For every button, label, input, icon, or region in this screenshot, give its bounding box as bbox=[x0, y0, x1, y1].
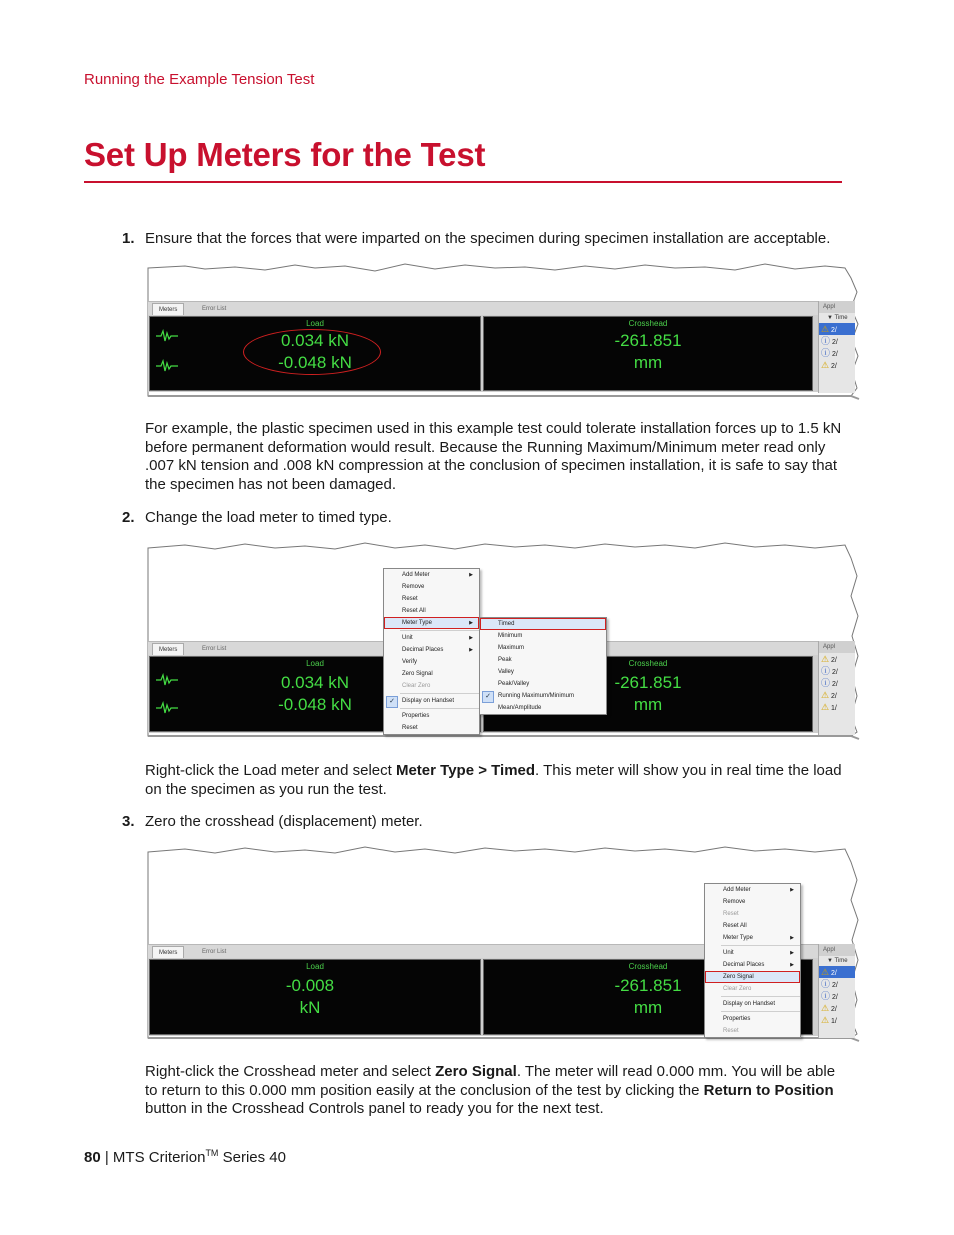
warning-icon: ⚠ bbox=[821, 1003, 830, 1013]
log-header: Appl bbox=[819, 641, 855, 653]
application-log-panel bbox=[818, 944, 855, 1038]
step-number: 3. bbox=[122, 813, 135, 830]
screenshot-meters-before bbox=[145, 258, 863, 400]
log-row[interactable]: ⓘ 2/ bbox=[821, 666, 838, 676]
submenu-arrow-icon: ▶ bbox=[469, 647, 473, 653]
crosshead-unit: mm bbox=[633, 695, 663, 714]
application-log-panel bbox=[818, 641, 855, 735]
load-min-value: -0.048 kN bbox=[278, 353, 352, 372]
menu-item-timed[interactable]: Timed bbox=[480, 618, 606, 630]
crosshead-unit: mm bbox=[633, 998, 663, 1017]
info-icon: ⓘ bbox=[821, 678, 831, 688]
menu-item-properties[interactable]: Properties bbox=[402, 713, 430, 719]
panel-tabs bbox=[148, 301, 818, 316]
warning-icon: ⚠ bbox=[821, 967, 830, 977]
log-row[interactable]: ⚠ 2/ bbox=[821, 360, 837, 370]
menu-separator bbox=[721, 1011, 800, 1012]
menu-separator bbox=[400, 693, 479, 694]
menu-item-meter-type[interactable]: Meter Type ▶ bbox=[705, 932, 800, 944]
menu-item-display-on-handset[interactable]: Display on Handset bbox=[723, 1001, 776, 1007]
filter-icon[interactable]: ▼ bbox=[827, 315, 833, 321]
meter-type-submenu bbox=[479, 617, 607, 715]
menu-item-clear-zero: Clear Zero bbox=[723, 986, 752, 992]
explanation-paragraph: Right-click the Load meter and select Meter Type > Timed. This meter will show you in real time the load on the specimen as you run the test. bbox=[145, 762, 842, 798]
submenu-arrow-icon: ▶ bbox=[790, 935, 794, 941]
checkmark-icon: ✓ bbox=[482, 691, 494, 703]
step-text: Zero the crosshead (displacement) meter. bbox=[145, 813, 423, 830]
crosshead-unit: mm bbox=[633, 353, 663, 372]
menu-item-add-meter[interactable]: Add Meter ▶ bbox=[705, 884, 800, 896]
load-min-value: -0.048 kN bbox=[278, 695, 352, 714]
crosshead-label: Crosshead bbox=[628, 659, 668, 668]
load-unit: kN bbox=[299, 998, 321, 1017]
menu-item-meter-type[interactable]: Meter Type ▶ bbox=[384, 617, 479, 629]
log-row[interactable]: ⓘ 2/ bbox=[821, 991, 838, 1001]
log-row[interactable]: ⚠ 2/ bbox=[821, 1003, 837, 1013]
log-header: Appl bbox=[819, 944, 855, 956]
menu-item-mean-amplitude[interactable]: Mean/Amplitude bbox=[498, 705, 542, 711]
menu-separator bbox=[400, 630, 479, 631]
application-log-panel bbox=[818, 301, 855, 393]
submenu-arrow-icon: ▶ bbox=[469, 572, 473, 578]
submenu-arrow-icon: ▶ bbox=[790, 950, 794, 956]
step-text: Change the load meter to timed type. bbox=[145, 509, 392, 526]
menu-item-clear-zero: Clear Zero bbox=[402, 683, 431, 689]
crosshead-value: -261.851 bbox=[614, 976, 682, 995]
menu-item-peak-valley[interactable]: Peak/Valley bbox=[498, 681, 530, 687]
info-icon: ⓘ bbox=[821, 979, 831, 989]
menu-item-minimum[interactable]: Minimum bbox=[498, 633, 523, 639]
tab-error-list[interactable]: Error List bbox=[202, 949, 227, 955]
tab-meters[interactable]: Meters bbox=[152, 946, 184, 959]
page-footer: 80 | MTS Criterion™ Series 40 bbox=[84, 1148, 286, 1166]
title-rule bbox=[84, 181, 842, 183]
warning-icon: ⚠ bbox=[821, 702, 830, 712]
highlight-ellipse bbox=[243, 329, 381, 375]
load-max-value: 0.034 kN bbox=[280, 331, 350, 350]
log-row[interactable]: ⓘ 2/ bbox=[821, 979, 838, 989]
explanation-paragraph: For example, the plastic specimen used in this example test could tolerate installation forces up to 1.5 kN before permanent deformation would result. Because the Running Maximum/Minimum meter read only .007 kN tension and .008 kN compression at the conclusion of specimen installation, it is safe to say that the specimen has not been damaged. bbox=[145, 420, 842, 494]
menu-item-reset: Reset bbox=[723, 911, 739, 917]
warning-icon: ⚠ bbox=[821, 1015, 830, 1025]
step-2 bbox=[122, 508, 392, 527]
menu-item-reset-all[interactable]: Reset All bbox=[723, 923, 747, 929]
tab-error-list[interactable]: Error List bbox=[202, 306, 227, 312]
menu-item-properties[interactable]: Properties bbox=[723, 1016, 751, 1022]
tab-meters[interactable]: Meters bbox=[152, 303, 184, 316]
warning-icon: ⚠ bbox=[821, 654, 830, 664]
tab-meters[interactable]: Meters bbox=[152, 643, 184, 656]
load-label: Load bbox=[306, 319, 324, 328]
menu-item-reset-all[interactable]: Reset All bbox=[402, 608, 426, 614]
step-3 bbox=[122, 812, 423, 831]
menu-separator bbox=[400, 708, 479, 709]
load-meter[interactable] bbox=[149, 959, 481, 1035]
submenu-arrow-icon: ▶ bbox=[469, 635, 473, 641]
menu-item-add-meter[interactable]: Add Meter ▶ bbox=[384, 569, 479, 581]
load-value: -0.008 bbox=[285, 976, 335, 995]
meter-context-menu bbox=[383, 568, 480, 735]
log-row[interactable]: ⚠ 2/ bbox=[819, 323, 855, 335]
submenu-arrow-icon: ▶ bbox=[790, 887, 794, 893]
menu-item-reset[interactable]: Reset bbox=[402, 596, 418, 602]
log-row[interactable]: ⚠ 2/ bbox=[821, 654, 837, 664]
step-text: Ensure that the forces that were imparted on the specimen during specimen installation are acceptable. bbox=[145, 230, 831, 247]
screenshot-zero-signal-menu bbox=[145, 840, 863, 1045]
log-row[interactable]: ⓘ 2/ bbox=[821, 336, 838, 346]
menu-item-remove[interactable]: Remove bbox=[723, 899, 746, 905]
submenu-arrow-icon: ▶ bbox=[469, 620, 473, 626]
info-icon: ⓘ bbox=[821, 336, 831, 346]
menu-item-maximum[interactable]: Maximum bbox=[498, 645, 525, 651]
page-number: 80 bbox=[84, 1149, 101, 1166]
menu-item-zero-signal[interactable]: Zero Signal bbox=[705, 971, 800, 983]
step-1 bbox=[122, 229, 830, 248]
warning-icon: ⚠ bbox=[821, 690, 830, 700]
step-number: 2. bbox=[122, 509, 135, 526]
crosshead-label: Crosshead bbox=[628, 962, 668, 971]
menu-separator bbox=[721, 945, 800, 946]
screenshot-meter-type-menu bbox=[145, 536, 863, 742]
menu-item-running-max-min[interactable]: ✓ Running Maximum/Minimum bbox=[480, 690, 606, 702]
log-subheader bbox=[819, 956, 855, 966]
crosshead-value: -261.851 bbox=[614, 673, 682, 692]
menu-item-decimal-places[interactable]: Decimal Places ▶ bbox=[384, 644, 479, 656]
page-title: Set Up Meters for the Test bbox=[84, 136, 486, 173]
menu-item-display-on-handset[interactable]: ✓ Display on Handset bbox=[384, 695, 479, 707]
log-row[interactable]: ⚠ 1/ bbox=[821, 702, 837, 712]
step-number: 1. bbox=[122, 230, 135, 247]
tab-error-list[interactable]: Error List bbox=[202, 646, 227, 652]
submenu-arrow-icon: ▶ bbox=[790, 962, 794, 968]
load-max-value: 0.034 kN bbox=[280, 673, 350, 692]
running-head: Running the Example Tension Test bbox=[84, 71, 315, 88]
crosshead-value: -261.851 bbox=[614, 331, 682, 350]
menu-item-reset-bottom: Reset bbox=[723, 1028, 739, 1034]
checkmark-icon: ✓ bbox=[386, 696, 398, 708]
explanation-paragraph: Right-click the Crosshead meter and select Zero Signal. The meter will read 0.000 mm. You will be able to return to this 0.000 mm position easily at the conclusion of the test by clicking the Return to Position button in the Crosshead Controls panel to ready you for the next test. bbox=[145, 1063, 836, 1118]
time-column: Time bbox=[834, 958, 848, 964]
menu-item-peak[interactable]: Peak bbox=[498, 657, 512, 663]
menu-item-valley[interactable]: Valley bbox=[498, 669, 514, 675]
log-row[interactable]: ⓘ 2/ bbox=[821, 678, 838, 688]
load-label: Load bbox=[306, 962, 324, 971]
info-icon: ⓘ bbox=[821, 991, 831, 1001]
warning-icon: ⚠ bbox=[821, 360, 830, 370]
menu-separator bbox=[721, 996, 800, 997]
menu-item-remove[interactable]: Remove bbox=[402, 584, 425, 590]
filter-icon[interactable]: ▼ bbox=[827, 958, 833, 964]
log-row[interactable]: ⚠ 2/ bbox=[819, 966, 855, 978]
menu-item-reset-bottom[interactable]: Reset bbox=[402, 725, 418, 731]
info-icon: ⓘ bbox=[821, 666, 831, 676]
log-header: Appl bbox=[819, 301, 855, 313]
menu-item-decimal-places[interactable]: Decimal Places ▶ bbox=[705, 959, 800, 971]
menu-item-verify[interactable]: Verify bbox=[402, 659, 418, 665]
log-subheader bbox=[819, 313, 855, 323]
trademark: TM bbox=[205, 1148, 219, 1158]
time-column: Time bbox=[834, 315, 848, 321]
info-icon: ⓘ bbox=[821, 348, 831, 358]
menu-item-zero-signal[interactable]: Zero Signal bbox=[402, 671, 433, 677]
menu-item-unit[interactable]: Unit ▶ bbox=[384, 632, 479, 644]
crosshead-meter[interactable] bbox=[483, 316, 813, 391]
log-row[interactable]: ⚠ 1/ bbox=[821, 1015, 837, 1025]
warning-icon: ⚠ bbox=[821, 324, 830, 334]
log-row[interactable]: ⓘ 2/ bbox=[821, 348, 838, 358]
product-name: MTS Criterion bbox=[112, 1149, 206, 1166]
log-row[interactable]: ⚠ 2/ bbox=[821, 690, 837, 700]
crosshead-label: Crosshead bbox=[628, 319, 668, 328]
meter-context-menu bbox=[704, 883, 801, 1038]
load-label: Load bbox=[306, 659, 324, 668]
menu-item-unit[interactable]: Unit ▶ bbox=[705, 947, 800, 959]
